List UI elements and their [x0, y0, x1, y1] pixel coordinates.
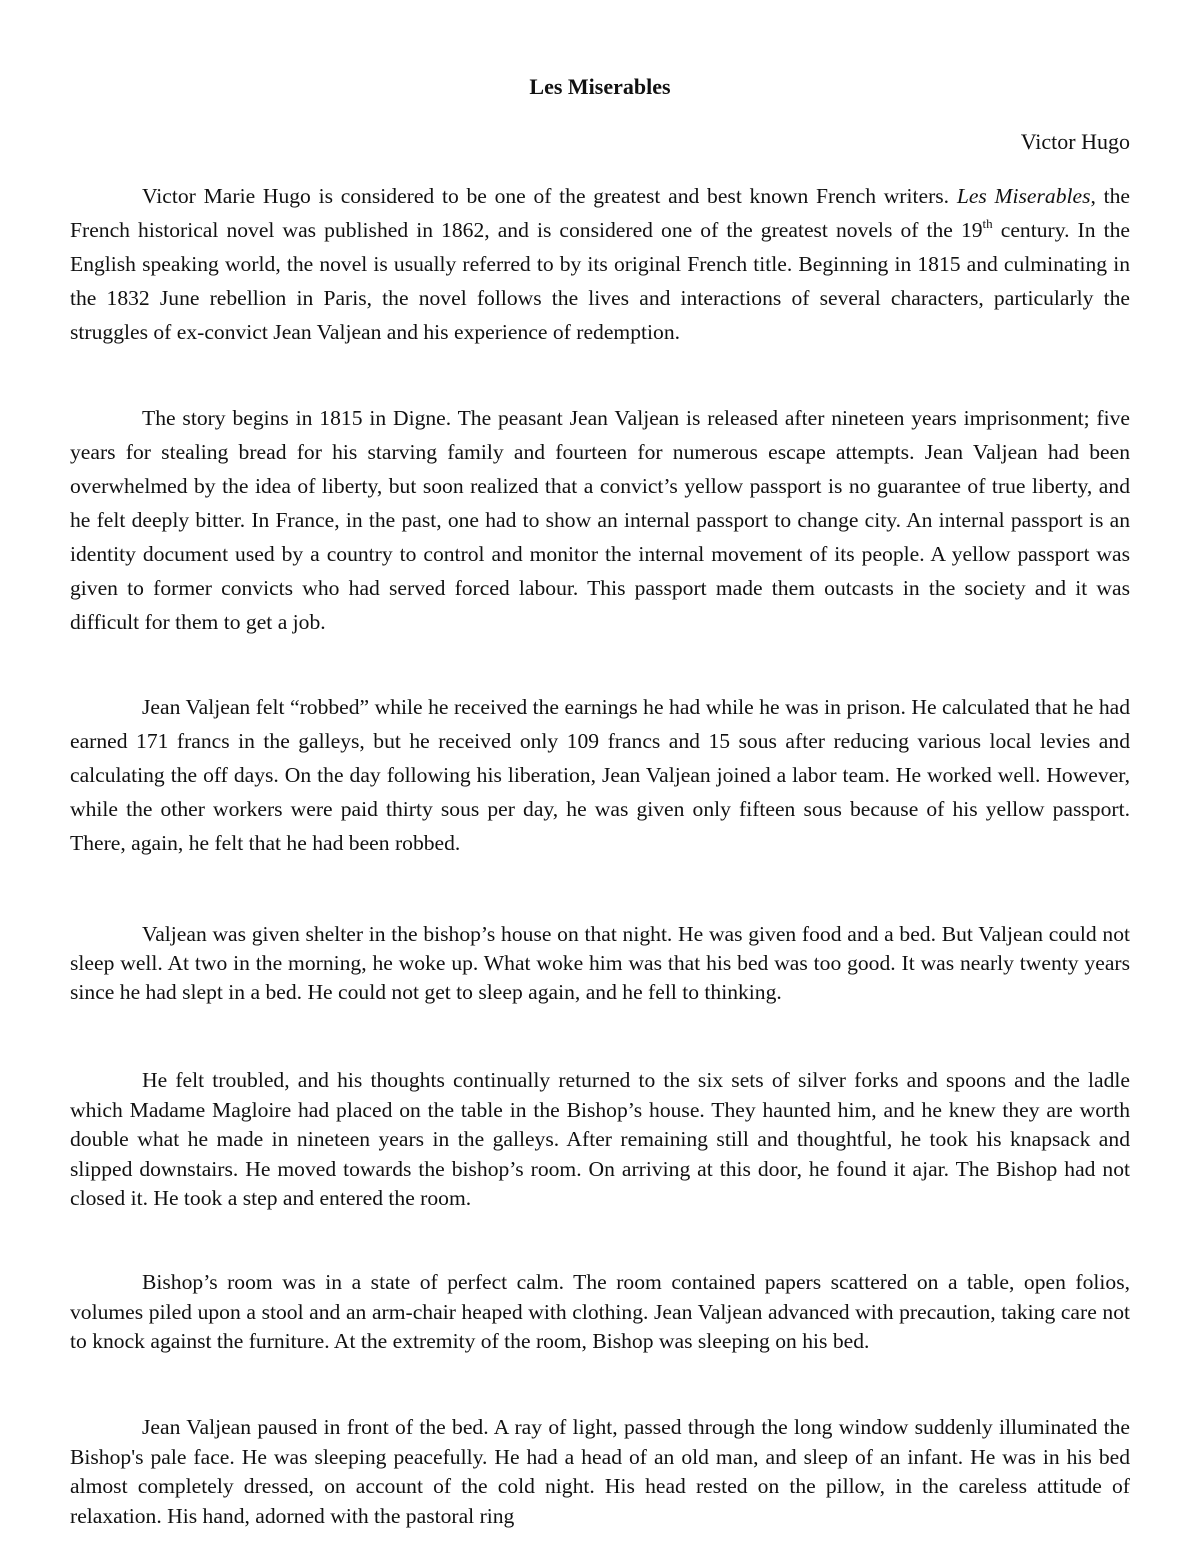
- document-title: Les Miserables: [529, 74, 671, 99]
- paragraph-4: Valjean was given shelter in the bishop’s house on that night. He was given food and a bed. But Valjean could not sleep well. At two in the morning, he woke up. What woke him was that his bed was too good. It was nearly twenty years since he had slept in a bed. He could not get to sleep again, and he fell to thinking.: [70, 922, 1130, 1004]
- paragraph-1-text-c: , the French historical novel was published in 1862, and is considered one of the greatest novels of the 19: [70, 184, 1130, 242]
- paragraph-3: Jean Valjean felt “robbed” while he received the earnings he had while he was in prison. He calculated that he had earned 171 francs in the galleys, but he received only 109 francs and 15 sous after reducing various local levies and calculating the off days. On the day following his liberation, Jean Valjean joined a labor team. He worked well. However, while the other workers were paid thirty sous per day, he was given only fifteen sous because of his yellow passport. There, again, he felt that he had been robbed.: [70, 695, 1130, 855]
- book-title-italic: Les Miserables: [956, 184, 1091, 208]
- ordinal-superscript: th: [982, 216, 993, 231]
- paragraph-1: [70, 179, 1130, 349]
- paragraph-1-text-a: Victor Marie Hugo is considered to be one of the greatest and best known French writers.: [142, 184, 957, 208]
- paragraph-7: Jean Valjean paused in front of the bed. A ray of light, passed through the long window suddenly illuminated the Bishop's pale face. He was sleeping peacefully. He had a head of an old man, and sleep of an infant. He was in his bed almost completely dressed, on account of the cold night. His head rested on the pillow, in the careless attitude of relaxation. His hand, adorned with the pastoral ring: [70, 1415, 1130, 1528]
- paragraph-1-text-d: century. In the English speaking world, the novel is usually referred to by its original French title. Beginning in 1815 and culminating in the 1832 June rebellion in Paris, the novel follows the lives and interactions of several characters, particularly the struggles of ex-convict Jean Valjean and his experience of redemption.: [70, 218, 1130, 344]
- paragraph-5: He felt troubled, and his thoughts continually returned to the six sets of silver forks and spoons and the ladle which Madame Magloire had placed on the table in the Bishop’s house. They haunted him, and he knew they are worth double what he made in nineteen years in the galleys. After remaining still and thoughtful, he took his knapsack and slipped downstairs. He moved towards the bishop’s room. On arriving at this door, he found it ajar. The Bishop had not closed it. He took a step and entered the room.: [70, 1068, 1130, 1210]
- paragraph-2: The story begins in 1815 in Digne. The peasant Jean Valjean is released after nineteen years imprisonment; five years for stealing bread for his starving family and fourteen for numerous escape attempts. Jean Valjean had been overwhelmed by the idea of liberty, but soon realized that a convict’s yellow passport is no guarantee of true liberty, and he felt deeply bitter. In France, in the past, one had to show an internal passport to change city. An internal passport is an identity document used by a country to control and monitor the internal movement of its people. A yellow passport was given to former convicts who had served forced labour. This passport made them outcasts in the society and it was difficult for them to get a job.: [70, 406, 1130, 634]
- paragraph-6: Bishop’s room was in a state of perfect calm. The room contained papers scattered on a table, open folios, volumes piled upon a stool and an arm-chair heaped with clothing. Jean Valjean advanced with precaution, taking care not to knock against the furniture. At the extremity of the room, Bishop was sleeping on his bed.: [70, 1270, 1130, 1353]
- document-author: Victor Hugo: [1020, 129, 1130, 154]
